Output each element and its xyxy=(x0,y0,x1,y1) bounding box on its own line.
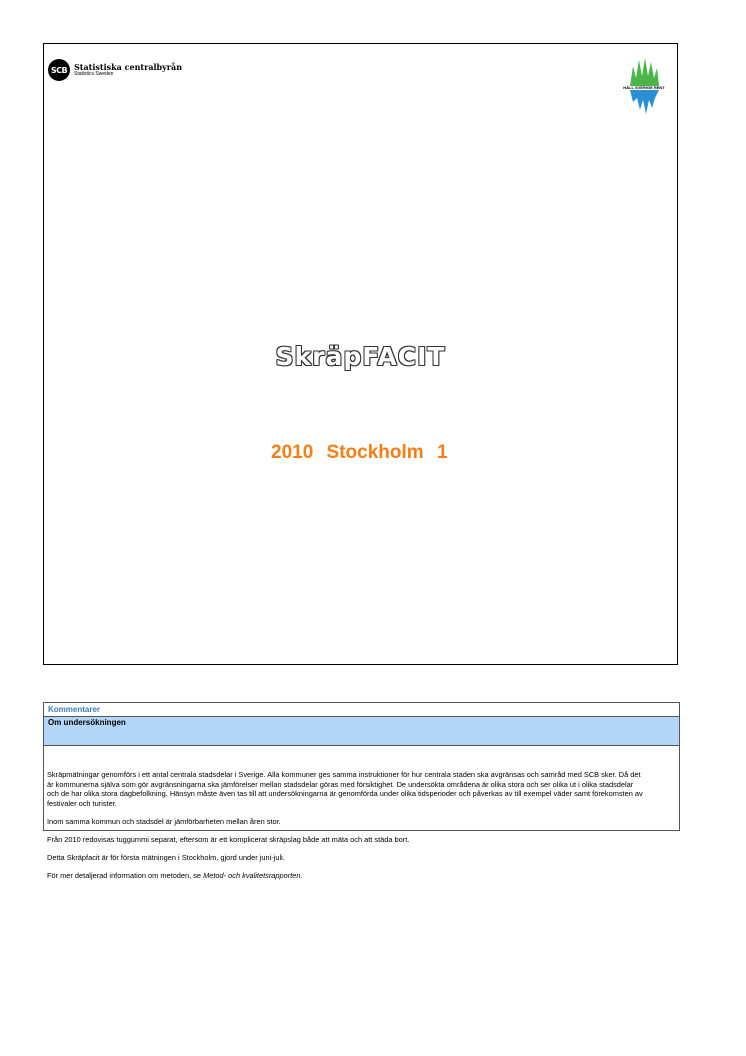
scb-mark-icon: SCB xyxy=(48,59,70,81)
hall-sverige-rent-logo-icon xyxy=(612,56,672,116)
paragraph: Inom samma kommun och stadsdel är jämförbarheten mellan åren stor. xyxy=(47,816,281,826)
method-report-title: Metod- och kvalitetsrapporten xyxy=(203,871,301,881)
paragraph: Från 2010 redovisas tuggummi separat, eftersom är ett komplicerat skräpslag både att mäta och att städa bort. xyxy=(47,834,410,844)
comments-box xyxy=(43,702,680,780)
slide-title: SkräpFACIT xyxy=(275,342,446,371)
hsr-label: HÅLL SVERIGE RENT xyxy=(623,85,665,90)
title-slide xyxy=(43,43,678,665)
slide-subtitle: 2010 Stockholm 1 xyxy=(271,442,448,463)
paragraph: Detta Skräpfacit är för första mätningen i Stockholm, gjord under juni-juli. xyxy=(47,853,285,863)
scb-subtitle: Statistics Sweden xyxy=(74,71,114,77)
method-prefix: För mer detaljerad information om metoden, se xyxy=(47,871,204,881)
comments-right-border xyxy=(679,780,680,830)
paragraph-method-reference xyxy=(47,871,647,881)
section-heading: Om undersökningen xyxy=(44,717,679,746)
comments-left-border xyxy=(43,780,44,830)
method-suffix: . xyxy=(300,871,303,881)
comments-header: Kommentarer xyxy=(44,703,679,717)
paragraph: Skräpmätningar genomförs i ett antal centrala stadsdelar i Sverige. Alla kommuner ges samma instruktioner för hur centrala staden ska avgränsas och samråd med SCB sker. Då det är kommunerna själva som gör avgränsningarna ska jämförelser mellan stadsdelar göras med försiktighet. De undersökta områdena är olika stora och ser olika ut i olika stadsdelar och de har olika stora dagbefolkning. Hänsyn måste även tas till att undersökningarna är genomförda under olika tidsperioder och påverkas av till exempel väder samt förekomsten av festivaler och turister. xyxy=(47,770,643,808)
scb-logo xyxy=(48,59,182,81)
scb-name: Statistiska centralbyrån xyxy=(74,62,183,72)
comments-bottom-border xyxy=(43,830,680,831)
